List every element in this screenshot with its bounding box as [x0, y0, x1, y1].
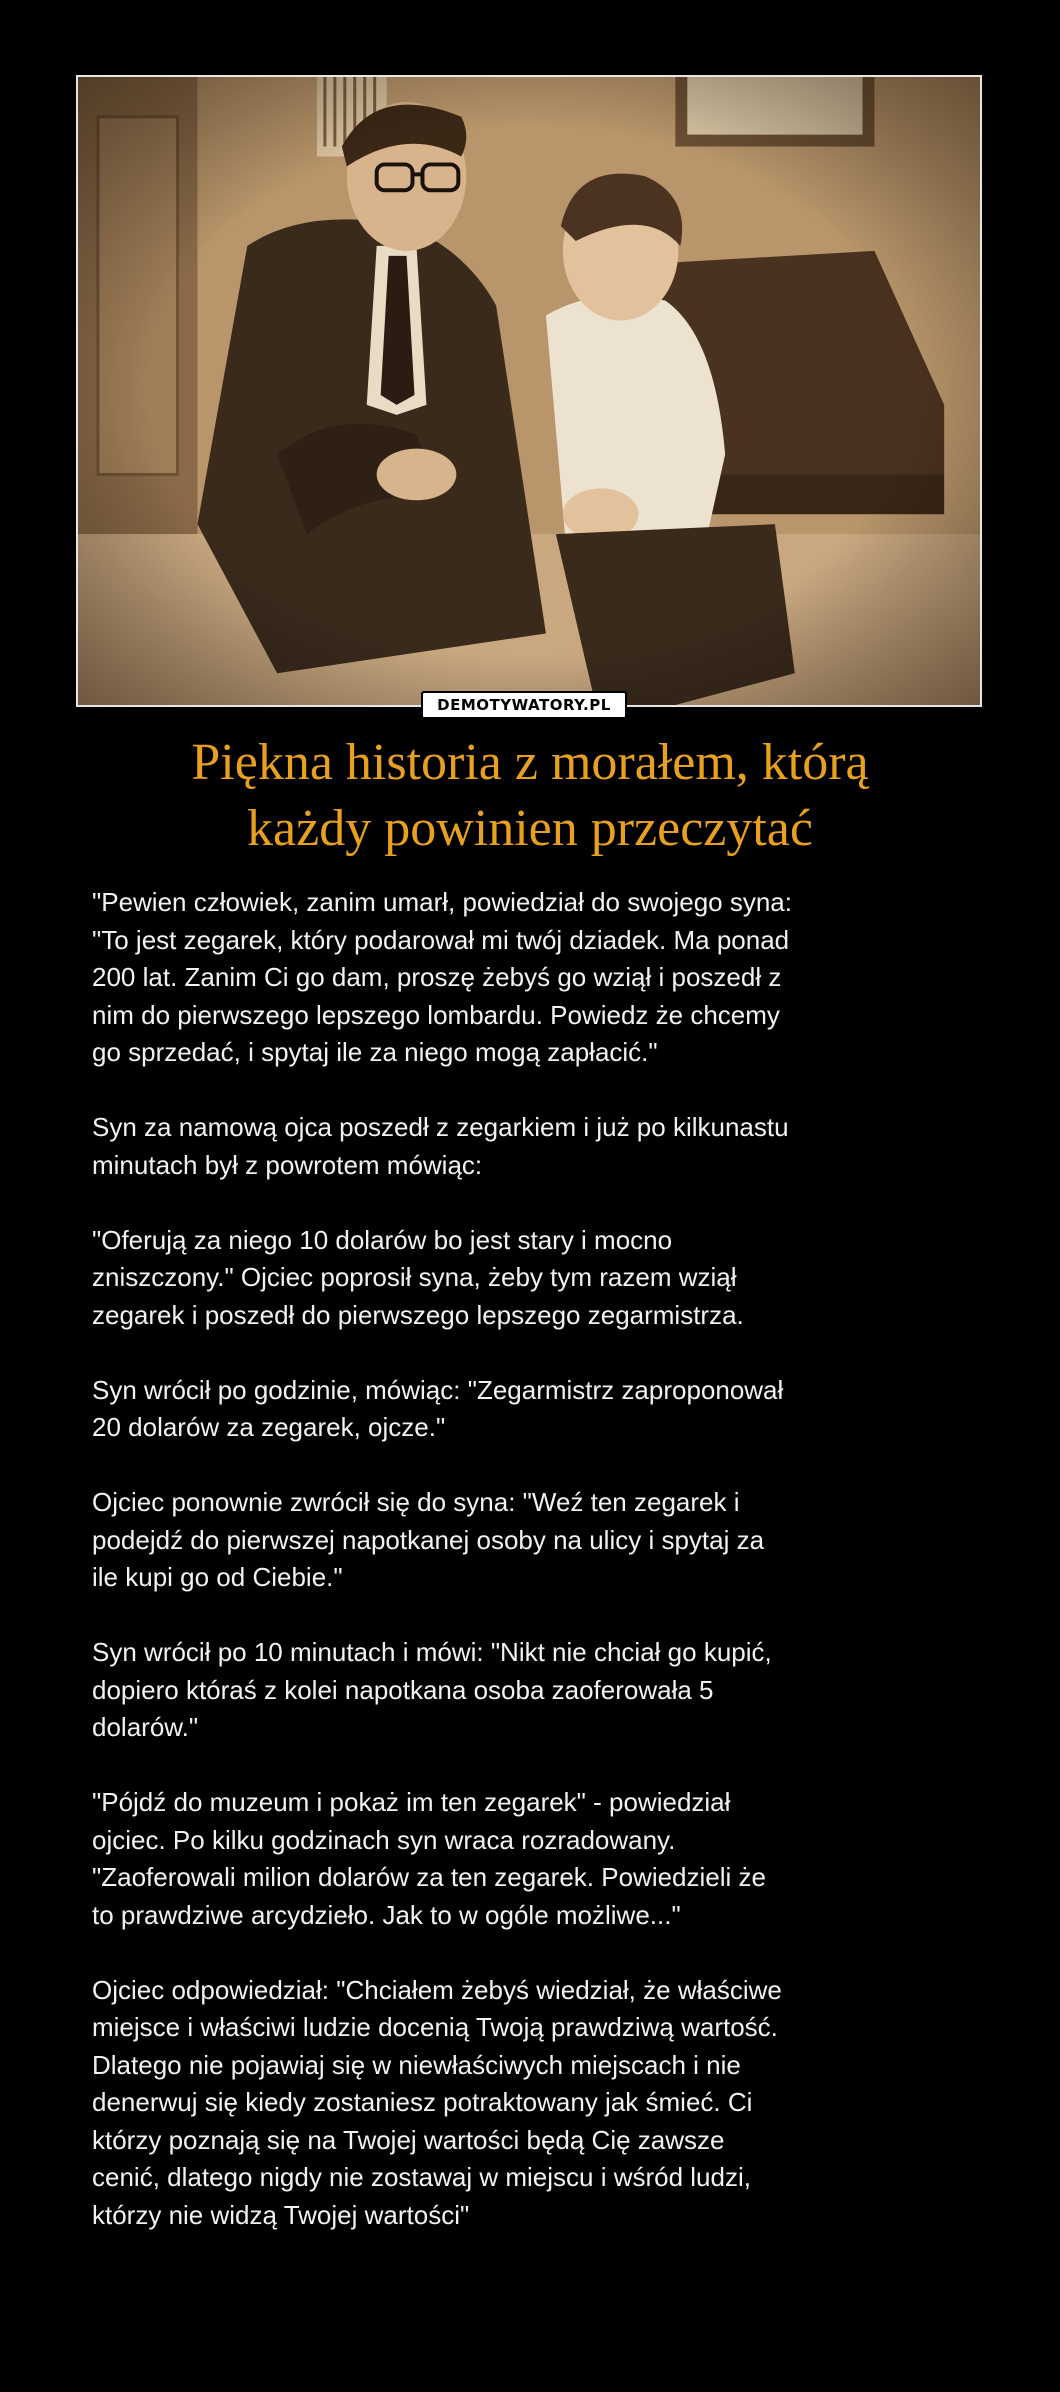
story-paragraph-1: "Pewien człowiek, zanim umarł, powiedział do swojego syna: "To jest zegarek, który podarował mi twój dziadek. Ma ponad 200 lat. Zanim Ci go dam, proszę żebyś go wziął i poszedł z nim do pierwszego lepszego lombardu. Powiedz że chcemy go sprzedać, i spytaj ile za niego mogą zapłacić.": [92, 887, 792, 1067]
story-paragraph-7: "Pójdź do muzeum i pokaż im ten zegarek" - powiedział ojciec. Po kilku godzinach syn wraca rozradowany. "Zaoferowali milion dolarów za ten zegarek. Powiedzieli że to prawdziwe arcydzieło. Jak to w ogóle możliwe...": [92, 1787, 766, 1930]
story-paragraph-6: Syn wrócił po 10 minutach i mówi: "Nikt nie chciał go kupić, dopiero któraś z kolei napotkana osoba zaoferowała 5 dolarów.": [92, 1637, 772, 1742]
title-line-1: Piękna historia z morałem, którą: [191, 734, 869, 791]
story-paragraph-5: Ojciec ponownie zwrócił się do syna: "Weź ten zegarek i podejdź do pierwszej napotkanej osoby na ulicy i spytaj za ile kupi go od Ciebie.": [92, 1487, 765, 1592]
father-son-photo-illustration: [78, 77, 980, 705]
story-text: [92, 884, 992, 2234]
story-paragraph-8: Ojciec odpowiedział: "Chciałem żebyś wiedział, że właściwe miejsce i właściwi ludzie docenią Twoją prawdziwą wartość. Dlatego nie pojawiaj się w niewłaściwych miejscach i nie denerwuj się kiedy zostaniesz potraktowany jak śmieć. Ci którzy poznają się na Twojej wartości będą Cię zawsze cenić, dlatego nigdy nie zostawaj w miejscu i wśród ludzi, którzy nie widzą Twojej wartości": [92, 1974, 782, 2230]
story-paragraph-4: Syn wrócił po godzinie, mówiąc: "Zegarmistrz zaproponował 20 dolarów za zegarek, ojcze.": [92, 1374, 784, 1442]
site-watermark: DEMOTYWATORY.PL: [421, 691, 627, 719]
page-title: [60, 730, 1000, 862]
story-paragraph-2: Syn za namową ojca poszedł z zegarkiem i już po kilkunastu minutach był z powrotem mówiąc:: [92, 1112, 789, 1180]
title-line-2: każdy powinien przeczytać: [247, 800, 813, 857]
sepia-photo: [76, 75, 982, 707]
story-paragraph-3: "Oferują za niego 10 dolarów bo jest stary i mocno zniszczony." Ojciec poprosił syna, żeby tym razem wziął zegarek i poszedł do pierwszego lepszego zegarmistrza.: [92, 1224, 744, 1330]
